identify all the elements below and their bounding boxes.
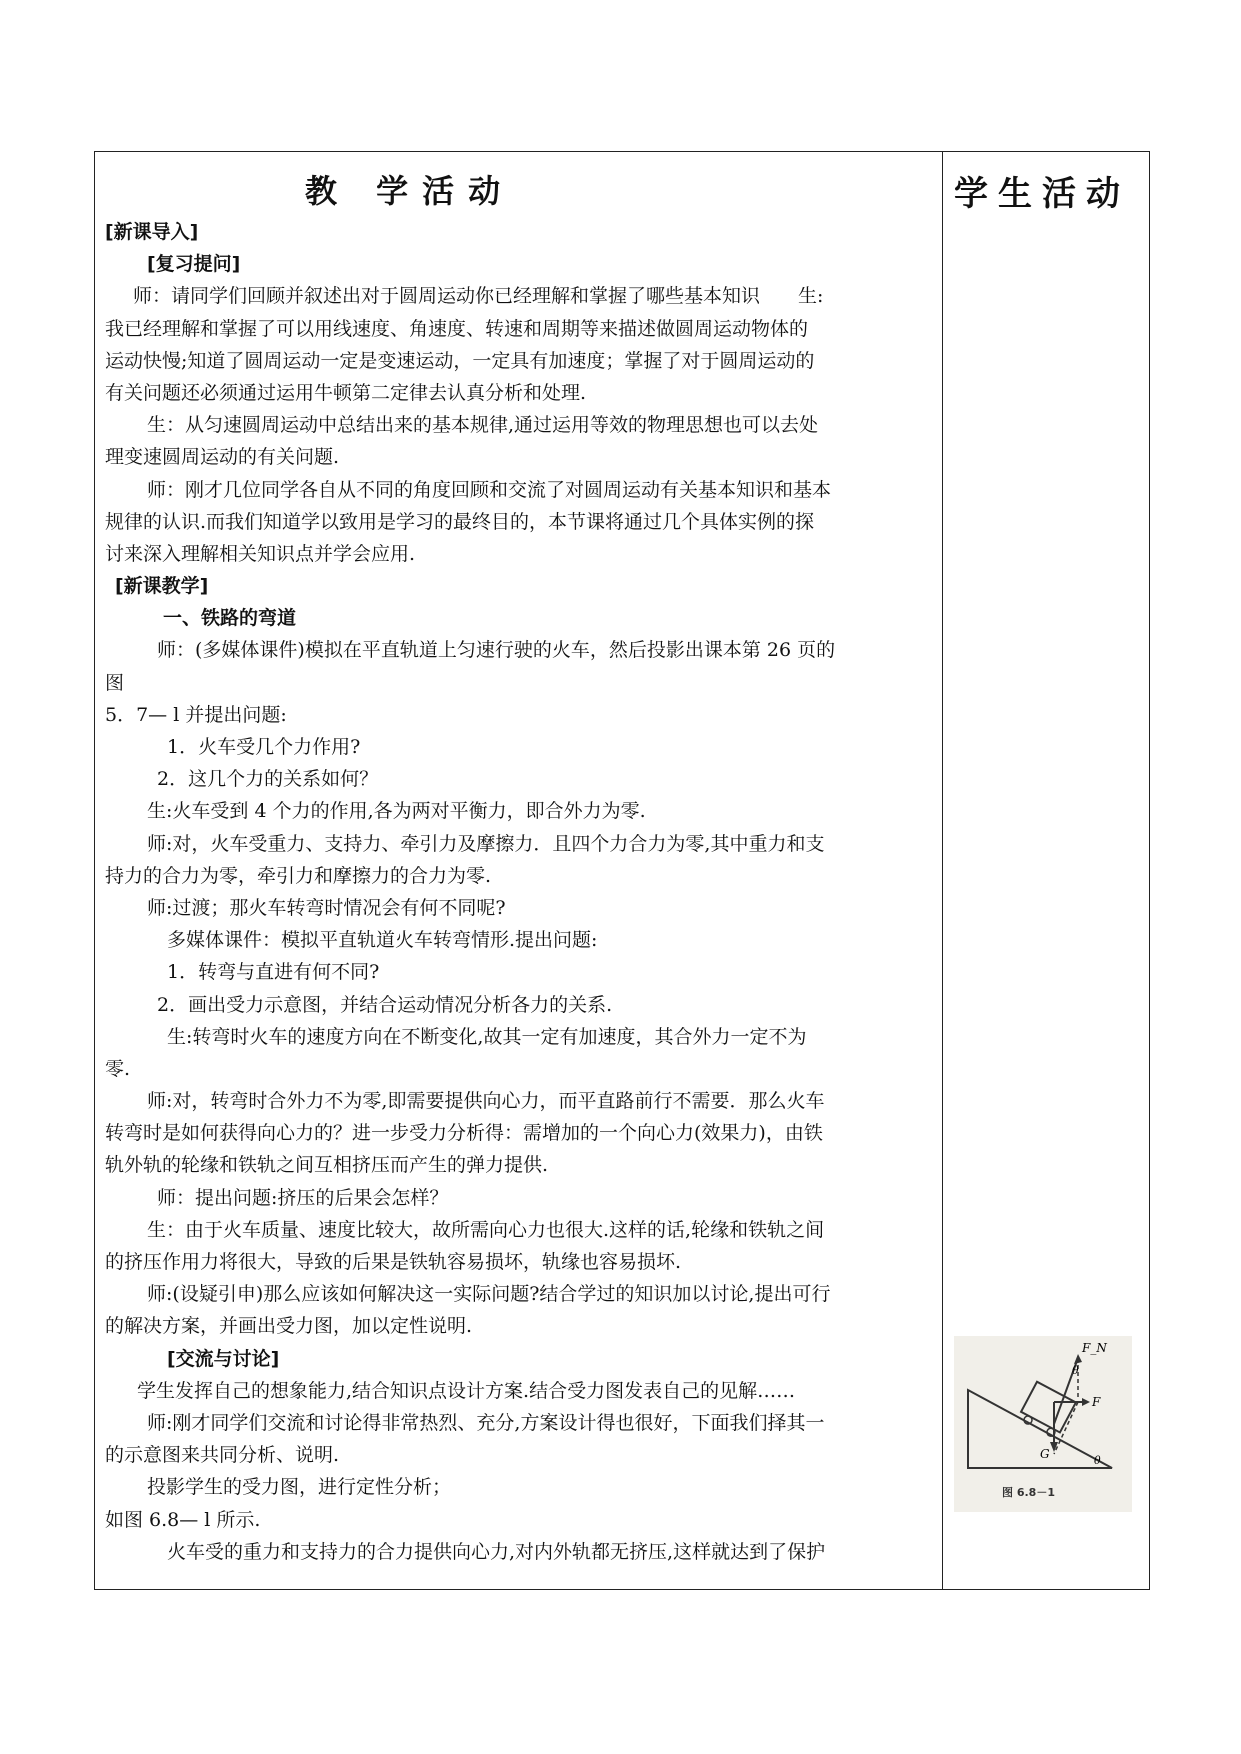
- section-heading: [复习提问]: [147, 253, 241, 276]
- text-line: 转弯时是如何获得向心力的？进一步受力分析得：需增加的一个向心力(效果力)，由铁: [105, 1122, 823, 1145]
- text-line: 1．火车受几个力作用?: [167, 736, 361, 758]
- text-line: 生：从匀速圆周运动中总结出来的基本规律,通过运用等效的物理思想也可以去处: [147, 414, 819, 437]
- text-line: 师:(设疑引申)那么应该如何解决这一实际问题?结合学过的知识加以讨论,提出可行: [147, 1283, 831, 1306]
- text-line: 生:转弯时火车的速度方向在不断变化,故其一定有加速度，其合外力一定不为: [167, 1025, 807, 1048]
- text-line: 1．转弯与直进有何不同?: [167, 961, 380, 984]
- incline-force-diagram: [954, 1336, 1132, 1512]
- section-heading: 一、铁路的弯道: [163, 607, 297, 630]
- column-divider: [942, 152, 943, 1589]
- text-line: 师：(多媒体课件)模拟在平直轨道上匀速行驶的火车，然后投影出课本第 26 页的: [157, 639, 836, 662]
- teaching-content: [105, 216, 939, 1568]
- text-line: 图: [105, 671, 125, 694]
- text-line: 零.: [105, 1057, 131, 1080]
- text-line: 师：请同学们回顾并叙述出对于圆周运动你已经理解和掌握了哪些基本知识 生:: [133, 285, 824, 308]
- text-line: 生：由于火车质量、速度比较大，故所需向心力也很大.这样的话,轮缘和铁轨之间: [147, 1218, 825, 1241]
- label-g: G: [1040, 1447, 1050, 1461]
- text-line: 的示意图来共同分析、说明.: [105, 1444, 340, 1467]
- teaching-activity-column: [95, 152, 942, 1589]
- text-line: 运动快慢;知道了圆周运动一定是变速运动，一定具有加速度；掌握了对于圆周运动的: [105, 349, 815, 372]
- text-line: 师:对，转弯时合外力不为零,即需要提供向心力，而平直路前行不需要．那么火车: [147, 1090, 825, 1113]
- text-line: 我已经理解和掌握了可以用线速度、角速度、转速和周期等来描述做圆周运动物体的: [105, 317, 809, 340]
- lesson-table: [94, 151, 1150, 1590]
- section-heading: [新课教学]: [115, 575, 209, 598]
- text-line: 规律的认识.而我们知道学以致用是学习的最终目的，本节课将通过几个具体实例的探: [105, 510, 815, 533]
- text-line: 讨来深入理解相关知识点并学会应用.: [105, 542, 416, 565]
- section-heading: [新课导入]: [105, 221, 199, 243]
- text-line: 5．7— l 并提出问题:: [105, 703, 287, 726]
- section-heading: [交流与讨论]: [167, 1347, 280, 1370]
- text-line: 的挤压作用力将很大，导致的后果是铁轨容易损坏，轨缘也容易损坏.: [105, 1251, 682, 1273]
- text-line: 轨外轨的轮缘和铁轨之间互相挤压而产生的弹力提供.: [105, 1154, 549, 1177]
- text-line: 如图 6.8— l 所示.: [105, 1508, 261, 1531]
- text-line: 师:过渡；那火车转弯时情况会有何不同呢?: [147, 896, 506, 919]
- text-line: 有关问题还必须通过运用牛顿第二定律去认真分析和处理.: [105, 381, 587, 404]
- text-line: 多媒体课件：模拟平直轨道火车转弯情形.提出问题:: [167, 929, 598, 952]
- text-line: 持力的合力为零，牵引力和摩擦力的合力为零.: [105, 864, 492, 887]
- text-line: 生:火车受到 4 个力的作用,各为两对平衡力，即合外力为零.: [147, 800, 646, 823]
- text-line: 师：刚才几位同学各自从不同的角度回顾和交流了对圆周运动有关基本知识和基本: [147, 478, 832, 501]
- text-line: 投影学生的受力图，进行定性分析；: [147, 1476, 452, 1499]
- text-line: 火车受的重力和支持力的合力提供向心力,对内外轨都无挤压,这样就达到了保护: [167, 1540, 826, 1563]
- text-line: 师：提出问题:挤压的后果会怎样？: [157, 1186, 449, 1209]
- text-line: 学生发挥自己的想象能力,结合知识点设计方案.结合受力图发表自己的见解……: [137, 1379, 796, 1402]
- text-line: 理变速圆周运动的有关问题.: [105, 446, 340, 469]
- label-f: F: [1092, 1395, 1101, 1409]
- label-fn: F_N: [1082, 1341, 1107, 1355]
- text-line: 的解决方案，并画出受力图，加以定性说明.: [105, 1315, 473, 1338]
- text-line: 师:对，火车受重力、支持力、牵引力及摩擦力．且四个力合力为零,其中重力和支: [147, 832, 825, 855]
- figure-caption: 图 6.8－1: [1002, 1486, 1055, 1499]
- student-activity-heading: 学生活动: [954, 174, 1130, 214]
- text-line: 2．这几个力的关系如何？: [157, 768, 379, 791]
- text-line: 2．画出受力示意图，并结合运动情况分析各力的关系.: [157, 993, 613, 1016]
- text-line: 师:刚才同学们交流和讨论得非常热烈、充分,方案设计得也很好，下面我们择其一: [147, 1411, 825, 1434]
- label-theta-top: θ: [1072, 1364, 1079, 1377]
- student-activity-column: [944, 152, 1149, 1589]
- force-diagram-svg: [954, 1336, 1132, 1512]
- label-theta-bottom: θ: [1094, 1454, 1101, 1467]
- teaching-activity-heading: 教 学活动: [305, 172, 515, 210]
